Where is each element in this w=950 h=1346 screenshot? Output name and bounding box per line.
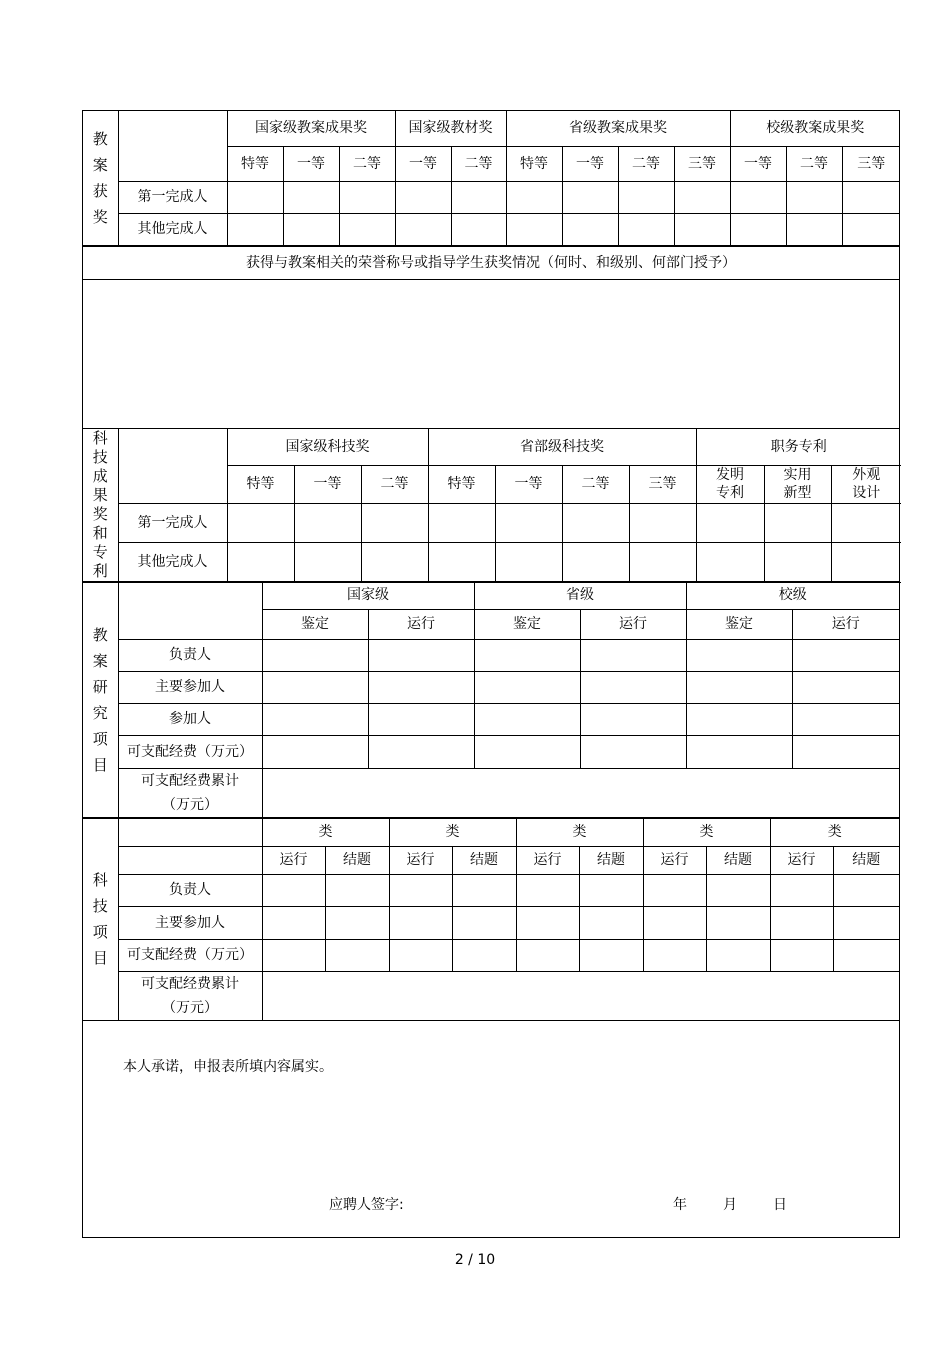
input-cell[interactable]	[474, 639, 580, 671]
honors-section	[82, 246, 900, 428]
input-cell[interactable]	[764, 542, 831, 582]
row-label: 参加人	[118, 703, 262, 735]
input-cell[interactable]	[579, 939, 643, 971]
sub-header: 鉴定	[686, 609, 792, 639]
grade-header: 一等	[730, 146, 786, 181]
input-cell[interactable]	[452, 874, 516, 906]
group-header: 国家级科技奖	[227, 429, 428, 465]
input-cell[interactable]	[452, 939, 516, 971]
pledge-section	[82, 1020, 900, 1238]
sub-header: 结题	[706, 846, 770, 874]
honors-input-area[interactable]	[83, 280, 899, 429]
input-cell[interactable]	[339, 181, 395, 213]
input-cell[interactable]	[730, 213, 786, 245]
date-month-label: 月	[723, 1197, 737, 1213]
input-cell[interactable]	[643, 939, 706, 971]
grade-header: 特等	[227, 146, 283, 181]
row-label: 主要参加人	[118, 906, 262, 939]
sub-header: 运行	[770, 846, 833, 874]
teaching-projects-table	[83, 582, 899, 819]
input-cell[interactable]	[562, 213, 618, 245]
input-cell[interactable]	[452, 906, 516, 939]
group-header: 省级教案成果奖	[506, 111, 730, 146]
input-cell[interactable]	[786, 181, 842, 213]
input-cell[interactable]	[495, 542, 562, 582]
group-header: 职务专利	[696, 429, 901, 465]
sci-projects-label: 科 技 项 目	[83, 818, 118, 1020]
input-cell[interactable]	[474, 735, 580, 768]
sub-header: 结题	[579, 846, 643, 874]
input-cell[interactable]	[227, 213, 283, 245]
pledge-text: 本人承诺，申报表所填内容属实。	[123, 1059, 333, 1075]
input-cell[interactable]	[764, 503, 831, 542]
honors-heading: 获得与教案相关的荣誉称号或指导学生获奖情况（何时、和级别、何部门授予）	[83, 247, 899, 280]
input-cell[interactable]	[506, 213, 562, 245]
input-cell[interactable]	[792, 735, 899, 768]
input-cell[interactable]	[495, 503, 562, 542]
input-cell[interactable]	[706, 874, 770, 906]
page-number: 2 / 10	[454, 1252, 496, 1268]
input-cell[interactable]	[262, 874, 325, 906]
row-label: 负责人	[118, 874, 262, 906]
type-header: 类	[516, 818, 643, 846]
grade-header: 二等	[361, 465, 428, 503]
sub-header: 运行	[368, 609, 474, 639]
input-cell[interactable]	[579, 874, 643, 906]
signature-field[interactable]	[413, 1187, 643, 1217]
input-cell[interactable]	[674, 213, 730, 245]
input-cell-wide[interactable]	[262, 768, 899, 818]
input-cell[interactable]	[686, 703, 792, 735]
sub-header: 鉴定	[474, 609, 580, 639]
input-cell[interactable]	[361, 503, 428, 542]
grade-header: 一等	[283, 146, 339, 181]
input-cell[interactable]	[833, 939, 899, 971]
input-cell[interactable]	[516, 939, 579, 971]
grade-header: 二等	[562, 465, 629, 503]
input-cell[interactable]	[686, 735, 792, 768]
row-label: 其他完成人	[118, 213, 227, 245]
input-cell[interactable]	[451, 213, 506, 245]
input-cell[interactable]	[227, 503, 294, 542]
input-cell[interactable]	[325, 874, 389, 906]
row-label: 主要参加人	[118, 671, 262, 703]
input-cell[interactable]	[618, 213, 674, 245]
input-cell[interactable]	[696, 503, 764, 542]
input-cell[interactable]	[686, 639, 792, 671]
input-cell[interactable]	[262, 703, 368, 735]
sub-header: 结题	[325, 846, 389, 874]
input-cell[interactable]	[516, 906, 579, 939]
input-cell[interactable]	[262, 735, 368, 768]
input-cell[interactable]	[283, 213, 339, 245]
input-cell[interactable]	[562, 503, 629, 542]
level-header: 省级	[474, 582, 686, 609]
blank-header	[118, 111, 227, 181]
type-header: 类	[262, 818, 389, 846]
input-cell[interactable]	[696, 542, 764, 582]
grade-header: 二等	[451, 146, 506, 181]
input-cell[interactable]	[428, 503, 495, 542]
input-cell[interactable]	[262, 906, 325, 939]
input-cell[interactable]	[227, 181, 283, 213]
row-label-cumulative: 可支配经费累计 （万元）	[118, 768, 262, 818]
type-header: 类	[643, 818, 770, 846]
input-cell[interactable]	[706, 906, 770, 939]
input-cell[interactable]	[474, 671, 580, 703]
input-cell[interactable]	[361, 542, 428, 582]
blank-header	[118, 582, 262, 639]
grade-header: 三等	[674, 146, 730, 181]
type-header: 类	[770, 818, 899, 846]
input-cell[interactable]	[580, 703, 686, 735]
sci-awards-table	[83, 429, 901, 583]
grade-header: 二等	[786, 146, 842, 181]
input-cell[interactable]	[395, 213, 451, 245]
input-cell[interactable]	[706, 939, 770, 971]
group-header: 校级教案成果奖	[730, 111, 900, 146]
input-cell[interactable]	[730, 181, 786, 213]
input-cell[interactable]	[792, 671, 899, 703]
input-cell[interactable]	[833, 874, 899, 906]
sci-awards-label: 科 技 成 果 奖 和 专 利	[83, 429, 118, 582]
teaching-awards-section	[82, 110, 900, 246]
date-day-label: 日	[773, 1197, 787, 1213]
row-label-cumulative: 可支配经费累计 （万元）	[118, 971, 262, 1020]
input-cell[interactable]	[842, 213, 900, 245]
input-cell[interactable]	[294, 542, 361, 582]
input-cell[interactable]	[786, 213, 842, 245]
input-cell[interactable]	[770, 906, 833, 939]
input-cell[interactable]	[389, 874, 452, 906]
input-cell[interactable]	[686, 671, 792, 703]
grade-header: 一等	[294, 465, 361, 503]
teaching-projects-label: 教 案 研 究 项 目	[83, 582, 118, 818]
grade-header: 一等	[495, 465, 562, 503]
input-cell[interactable]	[262, 939, 325, 971]
input-cell[interactable]	[579, 906, 643, 939]
sci-projects-table	[83, 818, 899, 1021]
teaching-awards-table	[83, 111, 900, 246]
grade-header: 三等	[629, 465, 696, 503]
sub-header: 运行	[516, 846, 579, 874]
grade-header: 三等	[842, 146, 900, 181]
input-cell[interactable]	[770, 939, 833, 971]
grade-header: 一等	[562, 146, 618, 181]
sub-header: 鉴定	[262, 609, 368, 639]
blank-header	[118, 429, 227, 503]
input-cell[interactable]	[395, 181, 451, 213]
grade-header: 一等	[395, 146, 451, 181]
input-cell[interactable]	[770, 874, 833, 906]
input-cell[interactable]	[389, 939, 452, 971]
grade-header: 特等	[506, 146, 562, 181]
blank-header	[118, 846, 262, 874]
input-cell[interactable]	[283, 181, 339, 213]
input-cell[interactable]	[842, 181, 900, 213]
sub-header: 结题	[833, 846, 899, 874]
input-cell[interactable]	[368, 703, 474, 735]
input-cell[interactable]	[580, 671, 686, 703]
sub-header: 运行	[262, 846, 325, 874]
row-label: 其他完成人	[118, 542, 227, 582]
patent-header: 发明 专利	[696, 465, 764, 503]
row-label: 负责人	[118, 639, 262, 671]
input-cell[interactable]	[562, 542, 629, 582]
sub-header: 结题	[452, 846, 516, 874]
input-cell[interactable]	[833, 906, 899, 939]
input-cell[interactable]	[643, 874, 706, 906]
input-cell[interactable]	[262, 671, 368, 703]
input-cell[interactable]	[792, 639, 899, 671]
level-header: 国家级	[262, 582, 474, 609]
sub-header: 运行	[580, 609, 686, 639]
input-cell[interactable]	[389, 906, 452, 939]
input-cell[interactable]	[227, 542, 294, 582]
grade-header: 二等	[339, 146, 395, 181]
group-header: 省部级科技奖	[428, 429, 696, 465]
grade-header: 二等	[618, 146, 674, 181]
input-cell[interactable]	[428, 542, 495, 582]
input-cell[interactable]	[368, 671, 474, 703]
input-cell[interactable]	[516, 874, 579, 906]
sci-awards-section	[82, 428, 900, 581]
input-cell[interactable]	[831, 503, 901, 542]
input-cell[interactable]	[618, 181, 674, 213]
group-header: 国家级教案成果奖	[227, 111, 395, 146]
sub-header: 运行	[643, 846, 706, 874]
sci-projects-section	[82, 817, 900, 1020]
input-cell[interactable]	[474, 703, 580, 735]
input-cell[interactable]	[580, 735, 686, 768]
row-label: 可支配经费（万元）	[118, 939, 262, 971]
input-cell[interactable]	[580, 639, 686, 671]
input-cell[interactable]	[831, 542, 901, 582]
type-header: 类	[389, 818, 516, 846]
input-cell[interactable]	[262, 639, 368, 671]
group-header: 国家级教材奖	[395, 111, 506, 146]
grade-header: 特等	[428, 465, 495, 503]
blank-header	[118, 818, 262, 846]
input-cell-wide[interactable]	[262, 971, 899, 1020]
row-label: 可支配经费（万元）	[118, 735, 262, 768]
input-cell[interactable]	[451, 181, 506, 213]
input-cell[interactable]	[562, 181, 618, 213]
input-cell[interactable]	[325, 939, 389, 971]
row-label: 第一完成人	[118, 181, 227, 213]
input-cell[interactable]	[506, 181, 562, 213]
input-cell[interactable]	[294, 503, 361, 542]
signature-label: 应聘人签字:	[329, 1197, 404, 1213]
grade-header: 特等	[227, 465, 294, 503]
input-cell[interactable]	[792, 703, 899, 735]
row-label: 第一完成人	[118, 503, 227, 542]
input-cell[interactable]	[339, 213, 395, 245]
input-cell[interactable]	[368, 639, 474, 671]
patent-header: 外观 设计	[831, 465, 901, 503]
level-header: 校级	[686, 582, 899, 609]
input-cell[interactable]	[674, 181, 730, 213]
teaching-awards-label: 教 案 获 奖	[83, 111, 118, 245]
input-cell[interactable]	[368, 735, 474, 768]
input-cell[interactable]	[325, 906, 389, 939]
sub-header: 运行	[389, 846, 452, 874]
input-cell[interactable]	[643, 906, 706, 939]
patent-header: 实用 新型	[764, 465, 831, 503]
input-cell[interactable]	[629, 542, 696, 582]
date-year-label: 年	[673, 1197, 687, 1213]
sub-header: 运行	[792, 609, 899, 639]
teaching-projects-section	[82, 581, 900, 817]
input-cell[interactable]	[629, 503, 696, 542]
